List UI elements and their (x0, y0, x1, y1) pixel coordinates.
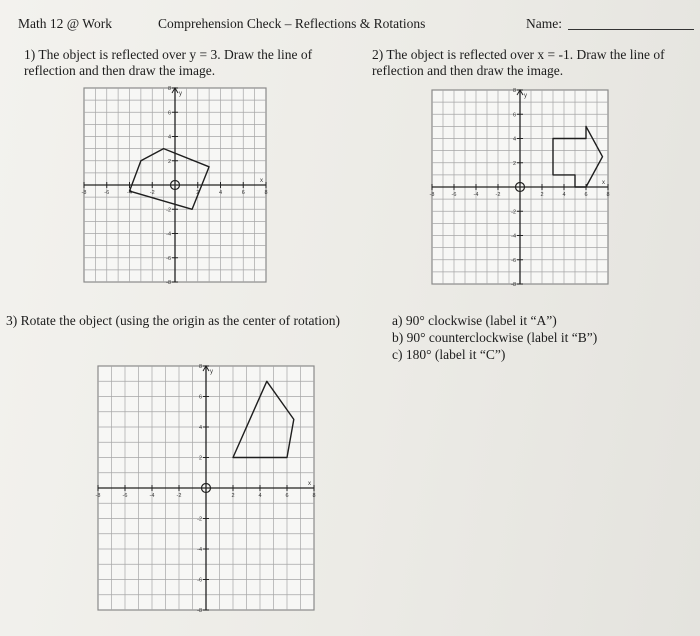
x-tick-label: 8 (606, 192, 610, 198)
y-tick-label: -4 (197, 547, 202, 553)
x-tick-label: -2 (149, 190, 155, 196)
y-tick-label: -6 (166, 255, 171, 262)
x-axis-label: x (308, 481, 311, 487)
y-tick-label: 2 (167, 158, 171, 165)
problem-2-line-1: 2) The object is reflected over x = -1. Draw the line of (372, 47, 665, 62)
y-tick-label: -2 (166, 207, 171, 214)
y-tick-label: 2 (198, 455, 202, 462)
page-title: Comprehension Check – Reflections & Rotations (158, 16, 426, 31)
x-tick-label: 2 (196, 190, 200, 196)
x-tick-label: 2 (231, 493, 235, 499)
y-tick-label: 6 (167, 110, 171, 117)
x-tick-label: -4 (473, 192, 479, 198)
x-tick-label: 4 (258, 493, 262, 499)
problem-2-line-2: reflection and then draw the image. (372, 63, 564, 78)
y-tick-label: -6 (197, 577, 202, 584)
x-tick-label: 8 (312, 493, 316, 499)
y-tick-label: -4 (166, 231, 171, 238)
y-tick-label: 4 (198, 425, 202, 431)
y-axis-label: y (524, 93, 527, 99)
x-tick-label: -8 (81, 190, 87, 196)
name-label: Name: (526, 16, 562, 31)
y-tick-label: -8 (166, 280, 171, 286)
x-tick-label: 4 (562, 192, 566, 198)
y-tick-label: -6 (511, 257, 516, 264)
x-tick-label: 4 (218, 190, 223, 196)
x-tick-label: -6 (451, 192, 457, 198)
x-tick-label: -8 (429, 192, 435, 198)
course-label: Math 12 @ Work (18, 16, 112, 31)
y-axis-label: y (210, 369, 213, 375)
problem-3-prompt: 3) Rotate the object (using the origin as the center of rotation) (6, 313, 341, 328)
graph-1-coordinate-grid[interactable] (80, 84, 270, 286)
problem-1-line-1: 1) The object is reflected over y = 3. Draw the line of (24, 47, 313, 62)
y-tick-label: 6 (512, 112, 516, 119)
x-axis-label: x (602, 180, 605, 186)
y-tick-label: 4 (512, 136, 516, 143)
x-axis-label: x (260, 178, 263, 184)
y-axis-label: y (179, 91, 182, 97)
y-tick-label: 8 (167, 86, 171, 92)
problem-3-part-a: a) 90° clockwise (label it “A”) (392, 313, 557, 328)
x-tick-label: 6 (584, 192, 588, 198)
graph-3-coordinate-grid[interactable] (94, 362, 318, 614)
x-tick-label: -6 (104, 190, 110, 196)
x-tick-label: 8 (264, 190, 268, 196)
y-tick-label: 8 (198, 364, 202, 370)
x-tick-label: -4 (149, 493, 155, 499)
x-tick-label: 6 (285, 493, 289, 499)
y-tick-label: -4 (511, 233, 516, 240)
problem-3-part-b: b) 90° counterclockwise (label it “B”) (392, 330, 598, 345)
problem-3-part-c: c) 180° (label it “C”) (392, 347, 506, 362)
y-tick-label: 6 (198, 394, 202, 401)
x-tick-label: -2 (495, 192, 501, 198)
x-tick-label: -6 (122, 493, 128, 499)
x-tick-label: 2 (540, 192, 544, 198)
problem-1-line-2: reflection and then draw the image. (24, 63, 216, 78)
y-tick-label: 8 (512, 88, 516, 94)
x-tick-label: 6 (241, 190, 245, 196)
x-tick-label: -2 (176, 493, 182, 499)
y-tick-label: 4 (167, 134, 171, 141)
y-tick-label: -8 (197, 608, 202, 614)
x-tick-label: -4 (127, 190, 132, 196)
y-tick-label: -8 (511, 282, 516, 288)
y-tick-label: -2 (197, 516, 202, 523)
y-tick-label: 2 (512, 160, 516, 167)
name-line[interactable] (568, 29, 694, 30)
graph-2-coordinate-grid[interactable] (428, 86, 612, 288)
y-tick-label: -2 (511, 209, 516, 216)
x-tick-label: -8 (95, 493, 101, 499)
